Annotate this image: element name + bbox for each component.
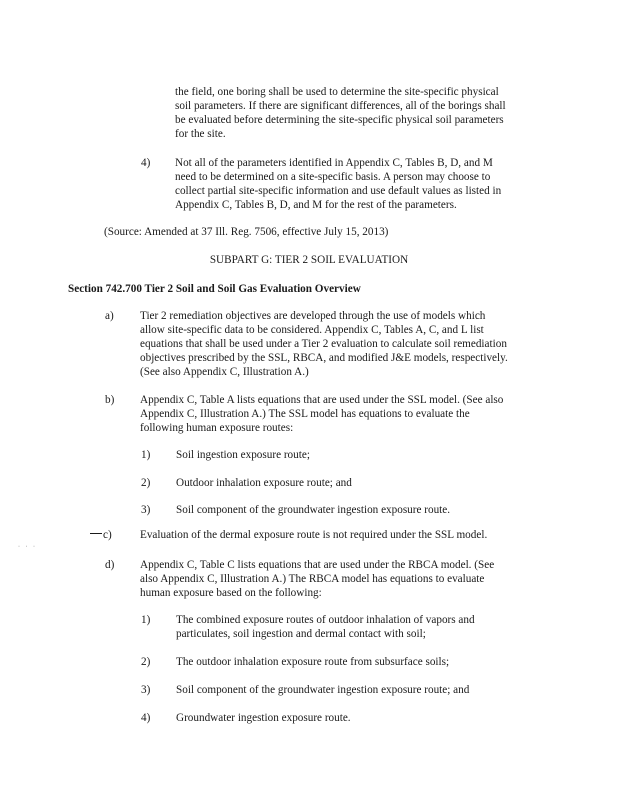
list-item: Soil ingestion exposure route;: [176, 449, 310, 461]
item-number: 4): [141, 712, 151, 724]
text-line: be evaluated before determining the site-specific physical soil parameters: [175, 114, 504, 126]
list-item: Soil component of the groundwater ingestion exposure route.: [176, 504, 451, 516]
text-line: for the site.: [175, 128, 226, 140]
paragraph-d: [140, 558, 494, 600]
revision-dash: [90, 533, 102, 534]
text-line: Tier 2 remediation objectives are developed through the use of models which: [140, 310, 486, 322]
paragraph-c: Evaluation of the dermal exposure route is not required under the SSL model.: [140, 529, 488, 541]
paragraph-label: b): [105, 394, 115, 406]
text-line: The outdoor inhalation exposure route from subsurface soils;: [176, 656, 450, 668]
text-line: following human exposure routes:: [140, 422, 294, 434]
continuation-paragraph: [175, 85, 506, 141]
text-line: Appendix C, Tables B, D, and M for the rest of the parameters.: [175, 199, 457, 211]
subpart-title: SUBPART G: TIER 2 SOIL EVALUATION: [209, 254, 409, 266]
text-line: Appendix C, Illustration A.) The SSL model has equations to evaluate the: [140, 408, 470, 420]
text-line: The combined exposure routes of outdoor inhalation of vapors and: [176, 614, 475, 626]
paragraph-a: [140, 309, 508, 379]
margin-mark: · · ·: [18, 544, 37, 550]
text-line: collect partial site-specific information and use default values as listed in: [175, 185, 502, 197]
list-item: [176, 655, 449, 669]
list-item: [176, 711, 351, 725]
text-line: Soil component of the groundwater ingestion exposure route; and: [176, 684, 470, 696]
list-item: [176, 683, 469, 697]
item-4-paragraph: [175, 156, 501, 212]
text-line: the field, one boring shall be used to determine the site-specific physical: [175, 86, 499, 98]
paragraph-label: a): [105, 310, 114, 322]
item-number: 3): [141, 684, 151, 696]
list-item: [176, 613, 475, 641]
item-number: 3): [141, 504, 151, 516]
list-item: Outdoor inhalation exposure route; and: [176, 477, 352, 489]
paragraph-label: c): [103, 529, 112, 541]
paragraph-label: d): [105, 559, 115, 571]
item-number: 2): [141, 477, 151, 489]
item-number: 1): [141, 614, 151, 626]
text-line: particulates, soil ingestion and dermal contact with soil;: [176, 628, 426, 640]
text-line: Appendix C, Table A lists equations that are used under the SSL model. (See also: [140, 394, 504, 406]
text-line: need to be determined on a site-specific basis. A person may choose to: [175, 171, 491, 183]
text-line: allow site-specific data to be considered. Appendix C, Tables A, C, and L list: [140, 324, 484, 336]
item-number: 1): [141, 449, 151, 461]
text-line: also Appendix C, Illustration A.) The RBCA model has equations to evaluate: [140, 573, 485, 585]
source-note: (Source: Amended at 37 Ill. Reg. 7506, effective July 15, 2013): [104, 226, 389, 238]
subpart-heading: [0, 253, 618, 267]
paragraph-b: [140, 393, 503, 435]
text-line: Not all of the parameters identified in Appendix C, Tables B, D, and M: [175, 157, 493, 169]
text-line: (See also Appendix C, Illustration A.): [140, 366, 309, 378]
section-title: Section 742.700 Tier 2 Soil and Soil Gas Evaluation Overview: [68, 283, 361, 295]
text-line: human exposure based on the following:: [140, 587, 322, 599]
text-line: soil parameters. If there are significant differences, all of the borings shall: [175, 100, 506, 112]
text-line: equations that shall be used under a Tier 2 evaluation to calculate soil remediation: [140, 338, 507, 350]
text-line: Groundwater ingestion exposure route.: [176, 712, 351, 724]
item-number: 2): [141, 656, 151, 668]
item-number: 4): [141, 157, 151, 169]
text-line: objectives prescribed by the SSL, RBCA, and modified J&E models, respectively.: [140, 352, 508, 364]
text-line: Appendix C, Table C lists equations that are used under the RBCA model. (See: [140, 559, 495, 571]
